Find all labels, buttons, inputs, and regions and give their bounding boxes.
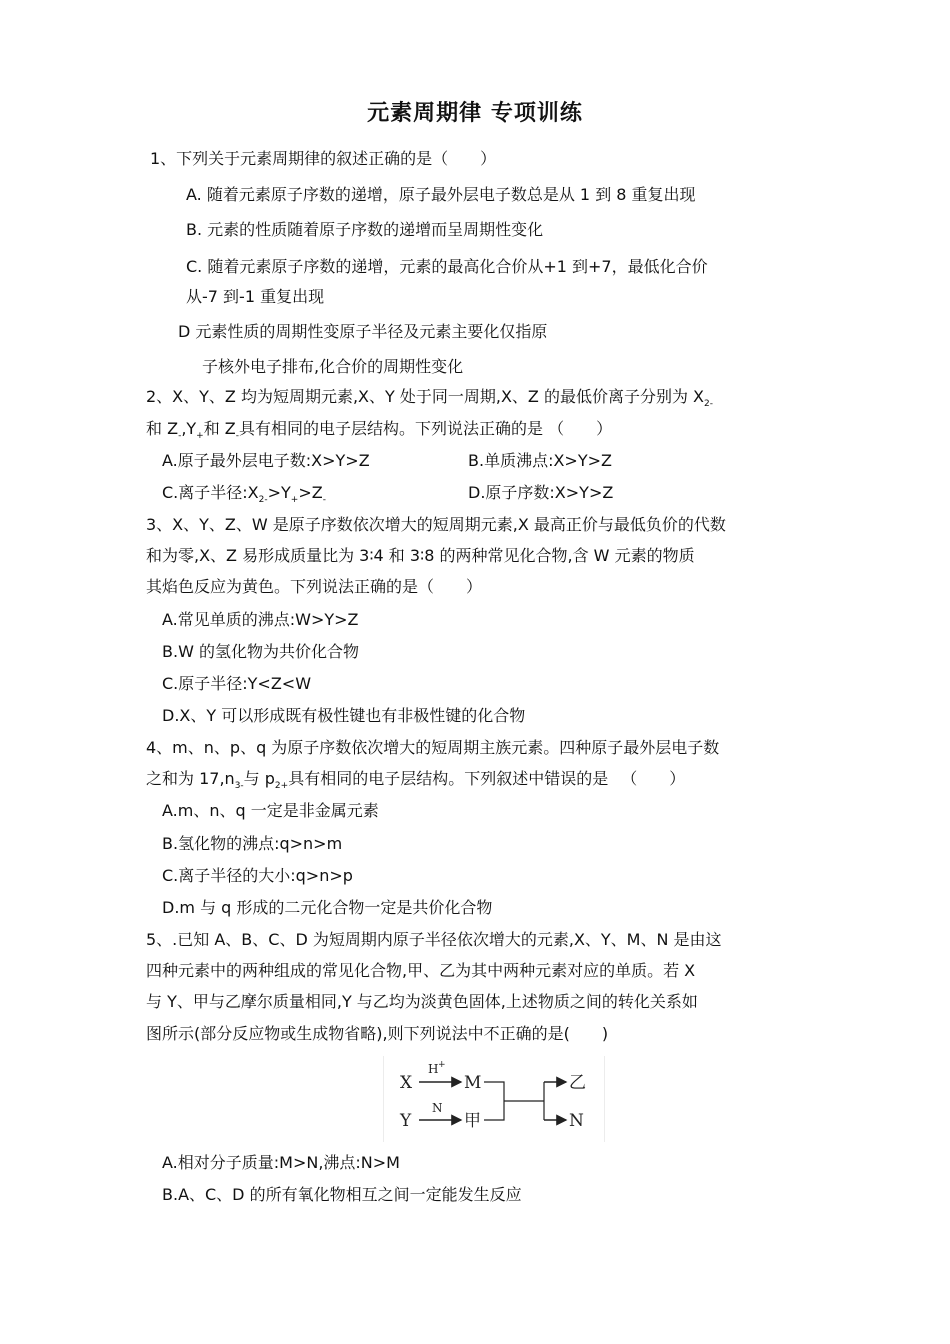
q3-stem-line2: 和为零,X、Z 易形成质量比为 3∶4 和 3∶8 的两种常见化合物,含 W 元素的物质	[146, 546, 695, 565]
q1-option-b: B. 元素的性质随着原子序数的递增而呈周期性变化	[186, 220, 544, 239]
q5-option-b: B.A、C、D 的所有氧化物相互之间一定能发生反应	[162, 1185, 522, 1204]
q1-option-d-line1: D 元素性质的周期性变原子半径及元素主要化仅指原	[178, 322, 548, 341]
q1-option-a: A. 随着元素原子序数的递增，原子最外层电子数总是从 1 到 8 重复出现	[186, 185, 696, 204]
q2-stem-line1	[146, 386, 713, 408]
q2-stem-text: ,Y	[181, 419, 197, 438]
q2-option-c-text: >Y	[267, 483, 291, 502]
diagram-m: M	[464, 1073, 482, 1093]
charge-superscript: +	[290, 495, 299, 506]
q3-option-c: C.原子半径:Y<Z<W	[162, 674, 312, 693]
q4-stem-text: 与 p	[243, 769, 275, 788]
q1-option-c-line2: 从-7 到-1 重复出现	[186, 287, 325, 306]
charge-superscript: 2-	[258, 495, 268, 506]
diagram-n-out: N	[569, 1111, 584, 1131]
q4-option-b: B.氢化物的沸点:q>n>m	[162, 834, 343, 853]
diagram-yi: 乙	[569, 1073, 586, 1093]
diagram-x: X	[400, 1073, 413, 1093]
q5-stem-line4: 图所示(部分反应物或生成物省略),则下列说法中不正确的是( )	[146, 1024, 609, 1043]
q3-stem-line1: 3、X、Y、Z、W 是原子序数依次增大的短周期元素,X 最高正价与最低负价的代数	[146, 515, 726, 534]
q2-option-d: D.原子序数:X>Y>Z	[468, 483, 614, 502]
q4-stem-text: 具有相同的电子层结构。下列叙述中错误的是 （ ）	[288, 769, 686, 788]
q4-option-a: A.m、n、q 一定是非金属元素	[162, 801, 379, 820]
q3-option-d: D.X、Y 可以形成既有极性键也有非极性键的化合物	[162, 706, 526, 725]
q4-option-d: D.m 与 q 形成的二元化合物一定是共价化合物	[162, 898, 493, 917]
diagram-h-label: H	[428, 1062, 439, 1076]
q2-option-c-text: >Z	[298, 483, 323, 502]
charge-superscript: 2+	[274, 781, 289, 792]
q1-stem: 1、下列关于元素周期律的叙述正确的是（ ）	[150, 149, 497, 168]
q3-option-b: B.W 的氢化物为共价化合物	[162, 642, 359, 661]
q5-option-a: A.相对分子质量:M>N,沸点:N>M	[162, 1153, 400, 1172]
q4-stem-line1: 4、m、n、p、q 为原子序数依次增大的短周期主族元素。四种原子最外层电子数	[146, 738, 720, 757]
q2-option-b: B.单质沸点:X>Y>Z	[468, 451, 612, 470]
q2-option-c	[162, 482, 326, 504]
q4-stem-text: 之和为 17,n	[146, 769, 235, 788]
page-title: 元素周期律 专项训练	[367, 101, 583, 126]
q2-stem-line2	[146, 418, 612, 440]
diagram-bracket-left	[484, 1082, 504, 1120]
q2-stem-text: 具有相同的电子层结构。下列说法正确的是 （ ）	[239, 419, 613, 438]
q1-option-d-line2: 子核外电子排布,化合价的周期性变化	[202, 357, 464, 376]
charge-superscript: 2-	[704, 399, 713, 410]
q2-option-c-text: C.离子半径:X	[162, 483, 259, 502]
q3-option-a: A.常见单质的沸点:W>Y>Z	[162, 610, 359, 629]
charge-superscript: -	[322, 495, 326, 506]
charge-superscript: 3-	[234, 781, 244, 792]
charge-superscript: -	[235, 431, 240, 442]
conversion-diagram	[383, 1056, 605, 1142]
q2-stem-text: 和 Z	[203, 419, 236, 438]
q2-stem-text: 和 Z	[146, 419, 179, 438]
q5-stem-line1: 5、.已知 A、B、C、D 为短周期内原子半径依次增大的元素,X、Y、M、N 是由这	[146, 930, 722, 949]
q4-stem-line2	[146, 768, 685, 790]
q2-stem-text: 2、X、Y、Z 均为短周期元素,X、Y 处于同一周期,X、Z 的最低价离子分别为 X	[146, 387, 705, 406]
diagram-y: Y	[400, 1111, 412, 1131]
diagram-h-superscript: +	[438, 1060, 446, 1070]
q1-option-c-line1: C. 随着元素原子序数的递增，元素的最高化合价从+1 到+7，最低化合价	[186, 257, 708, 276]
conversion-diagram-svg	[384, 1056, 604, 1142]
q4-option-c: C.离子半径的大小:q>n>p	[162, 866, 353, 885]
diagram-n-label: N	[432, 1101, 443, 1115]
q5-stem-line3: 与 Y、甲与乙摩尔质量相同,Y 与乙均为淡黄色固体,上述物质之间的转化关系如	[146, 992, 698, 1011]
q5-stem-line2: 四种元素中的两种组成的常见化合物,甲、乙为其中两种元素对应的单质。若 X	[146, 961, 696, 980]
diagram-jia: 甲	[464, 1111, 481, 1131]
q3-stem-line3: 其焰色反应为黄色。下列说法正确的是（ ）	[146, 577, 483, 596]
q2-option-a: A.原子最外层电子数:X>Y>Z	[162, 451, 370, 470]
charge-superscript: -	[178, 431, 182, 442]
charge-superscript: +	[196, 431, 204, 442]
